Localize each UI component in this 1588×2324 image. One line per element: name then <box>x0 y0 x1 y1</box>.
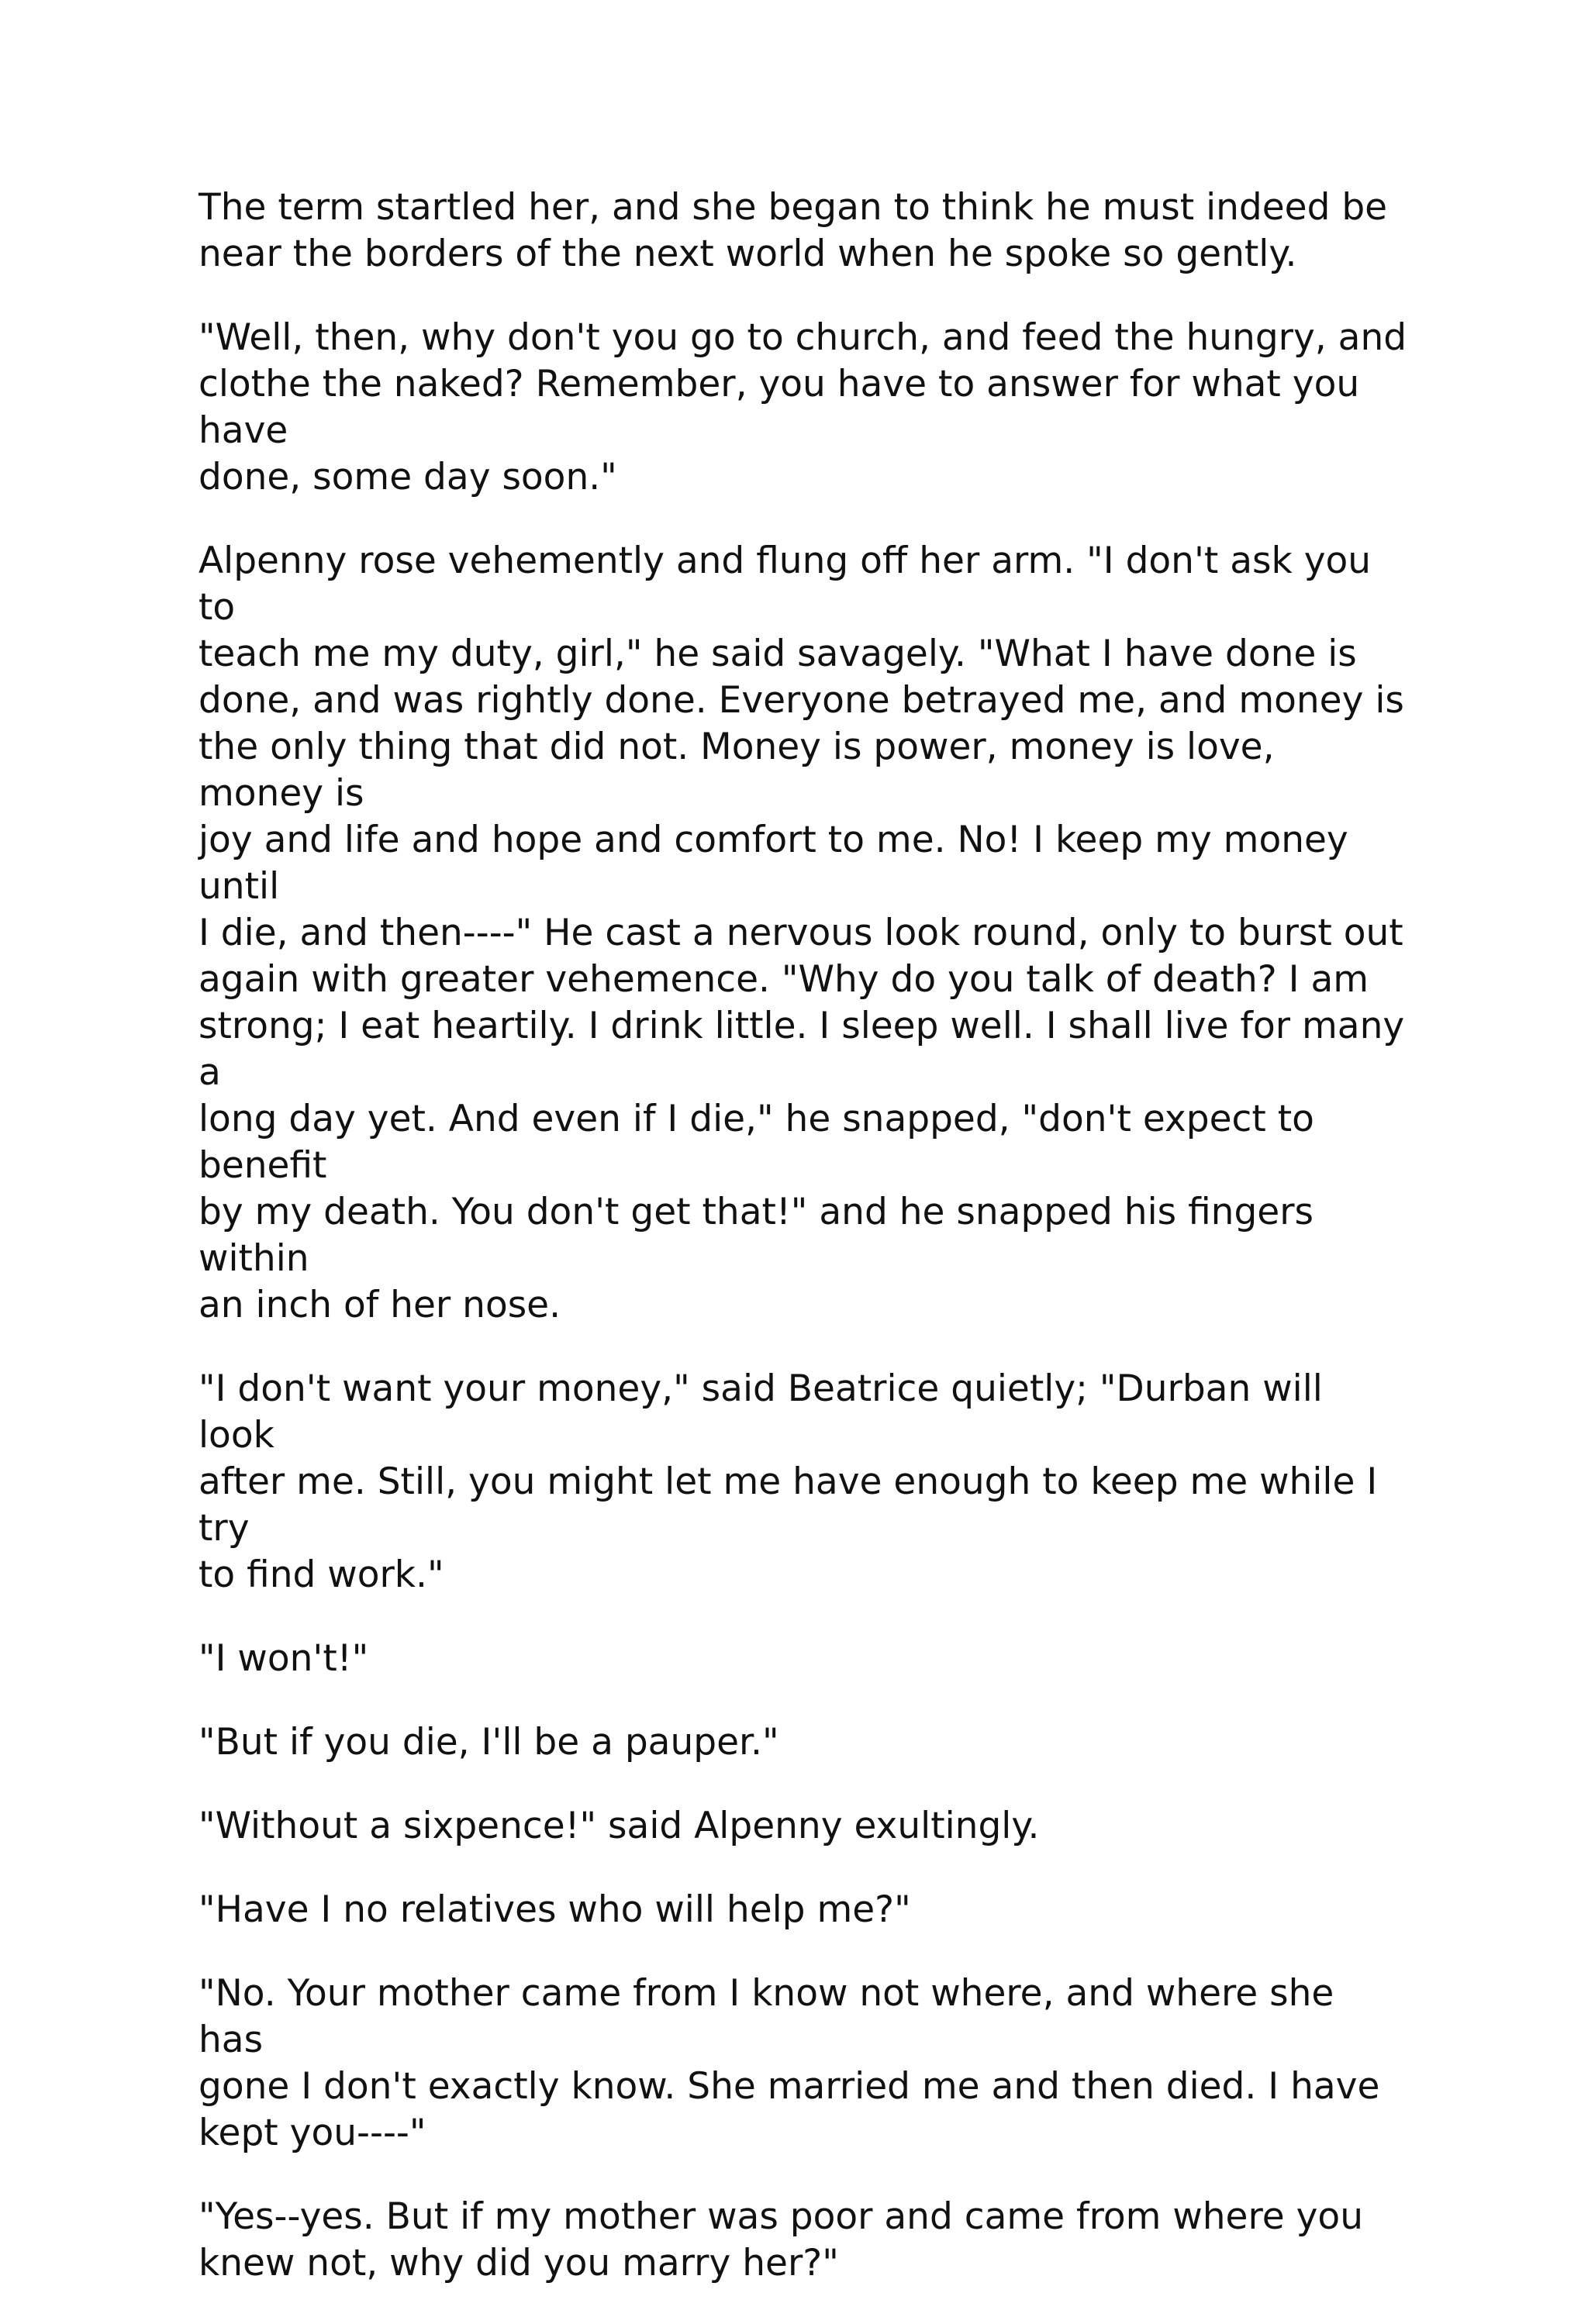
paragraph-5: "I won't!" <box>198 1637 369 1680</box>
paragraph-7: "Without a sixpence!" said Alpenny exultingly. <box>198 1805 1040 1847</box>
paragraph-1: The term startled her, and she began to think he must indeed be near the borders of the next world when he spoke so gently. <box>198 186 1388 275</box>
paragraph-4: "I don't want your money," said Beatrice quietly; "Durban will look after me. Still, you might let me have enough to keep me while I try to find work." <box>198 1367 1378 1596</box>
body-text <box>198 184 1408 2324</box>
paragraph-2: "Well, then, why don't you go to church, and feed the hungry, and clothe the naked? Remember, you have to answer for what you have done, some day soon." <box>198 316 1407 498</box>
paragraph-3: Alpenny rose vehemently and flung off her arm. "I don't ask you to teach me my duty, girl," he said savagely. "What I have done is done, and was rightly done. Everyone betrayed me, and money is the only thing that did not. Money is power, money is love, money is joy and life and hope and comfort to me. No! I keep my money until I die, and then----" He cast a nervous look round, only to burst out again with greater vehemence. "Why do you talk of death? I am strong; I eat heartily. I drink little. I sleep well. I shall live for many a long day yet. And even if I die," he snapped, "don't expect to benefit by my death. You don't get that!" and he snapped his fingers within an inch of her nose. <box>198 540 1405 1326</box>
paragraph-9: "No. Your mother came from I know not where, and where she has gone I don't exactly know. She married me and then died. I have kept you----" <box>198 1972 1380 2154</box>
paragraph-6: "But if you die, I'll be a pauper." <box>198 1721 779 1764</box>
paragraph-10: "Yes--yes. But if my mother was poor and came from where you knew not, why did you marry her?" <box>198 2195 1363 2284</box>
paragraph-8: "Have I no relatives who will help me?" <box>198 1888 911 1931</box>
